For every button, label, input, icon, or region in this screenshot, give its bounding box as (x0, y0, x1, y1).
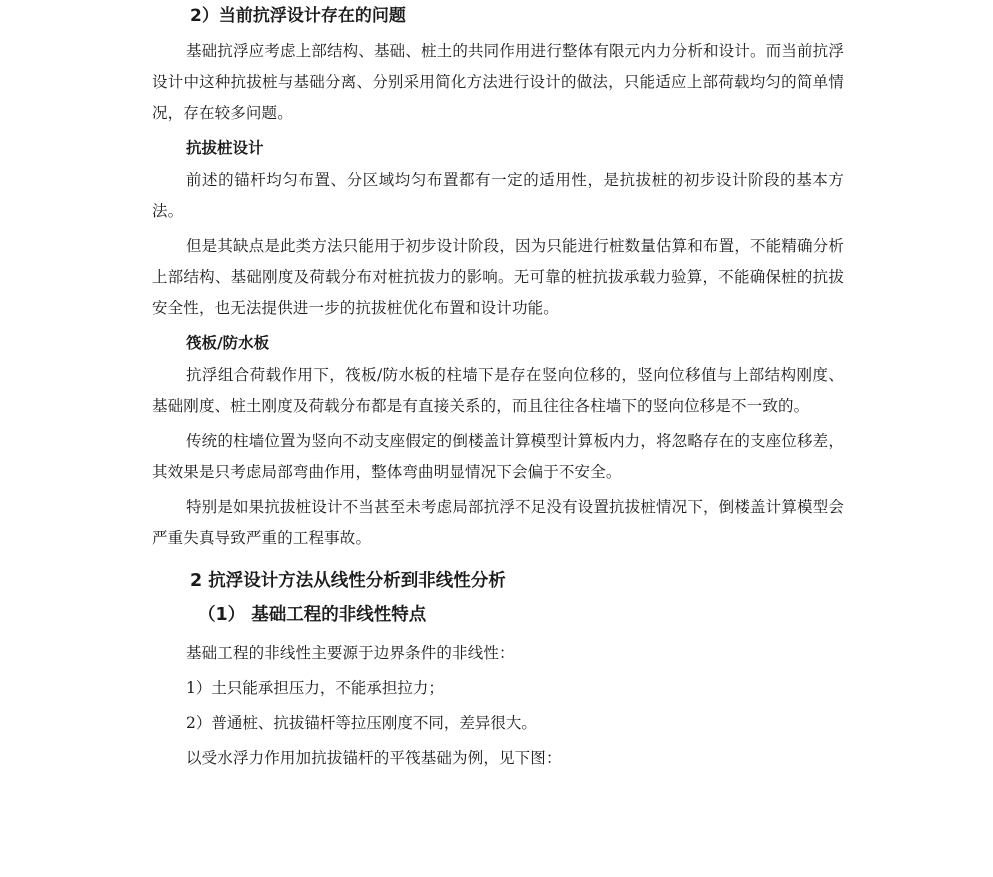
topic-pile-design: 抗拔桩设计 (186, 139, 264, 157)
paragraph-inverted-floor-model: 传统的柱墙位置为竖向不动支座假定的倒楼盖计算模型计算板内力，将忽略存在的支座位移差，其效果是只考虑局部弯曲作用，整体弯曲明显情况下会偏于不安全。 (152, 432, 844, 481)
list-item-soil-compression: 1）土只能承担压力，不能承担拉力； (186, 679, 444, 697)
topic-raft-slab: 筏板/防水板 (186, 334, 270, 352)
heading-current-problems: 2）当前抗浮设计存在的问题 (190, 6, 406, 26)
paragraph-engineering-accident: 特别是如果抗拔桩设计不当甚至未考虑局部抗浮不足没有设置抗拔桩情况下，倒楼盖计算模型会严重失真导致严重的工程事故。 (152, 498, 844, 547)
subsection-heading-nonlinear-features: （1） 基础工程的非线性特点 (198, 605, 427, 625)
paragraph-boundary-nonlinearity: 基础工程的非线性主要源于边界条件的非线性： (186, 644, 515, 662)
section-heading-nonlinear: 2 抗浮设计方法从线性分析到非线性分析 (190, 571, 506, 591)
paragraph-pile-basic-method: 前述的锚杆均匀布置、分区域均匀布置都有一定的适用性，是抗拔桩的初步设计阶段的基本方法。 (152, 171, 844, 220)
paragraph-raft-example: 以受水浮力作用加抗拔锚杆的平筏基础为例，见下图： (186, 749, 562, 767)
list-item-stiffness-difference: 2）普通桩、抗拔锚杆等拉压刚度不同，差异很大。 (186, 714, 537, 732)
paragraph-raft-displacement: 抗浮组合荷载作用下，筏板/防水板的柱墙下是存在竖向位移的，竖向位移值与上部结构刚度、基础刚度、桩土刚度及荷载分布都是有直接关系的，而且往往各柱墙下的竖向位移是不一致的。 (152, 366, 844, 415)
paragraph-pile-drawbacks: 但是其缺点是此类方法只能用于初步设计阶段，因为只能进行桩数量估算和布置，不能精确分析上部结构、基础刚度及荷载分布对桩抗拔力的影响。无可靠的桩抗拔承载力验算，不能确保桩的抗拔安全性，也无法提供进一步的抗拔桩优化布置和设计功能。 (152, 237, 844, 317)
document-page (152, 0, 844, 778)
paragraph-overall-analysis: 基础抗浮应考虑上部结构、基础、桩土的共同作用进行整体有限元内力分析和设计。而当前抗浮设计中这种抗拔桩与基础分离、分别采用简化方法进行设计的做法，只能适应上部荷载均匀的简单情况，存在较多问题。 (152, 42, 844, 122)
